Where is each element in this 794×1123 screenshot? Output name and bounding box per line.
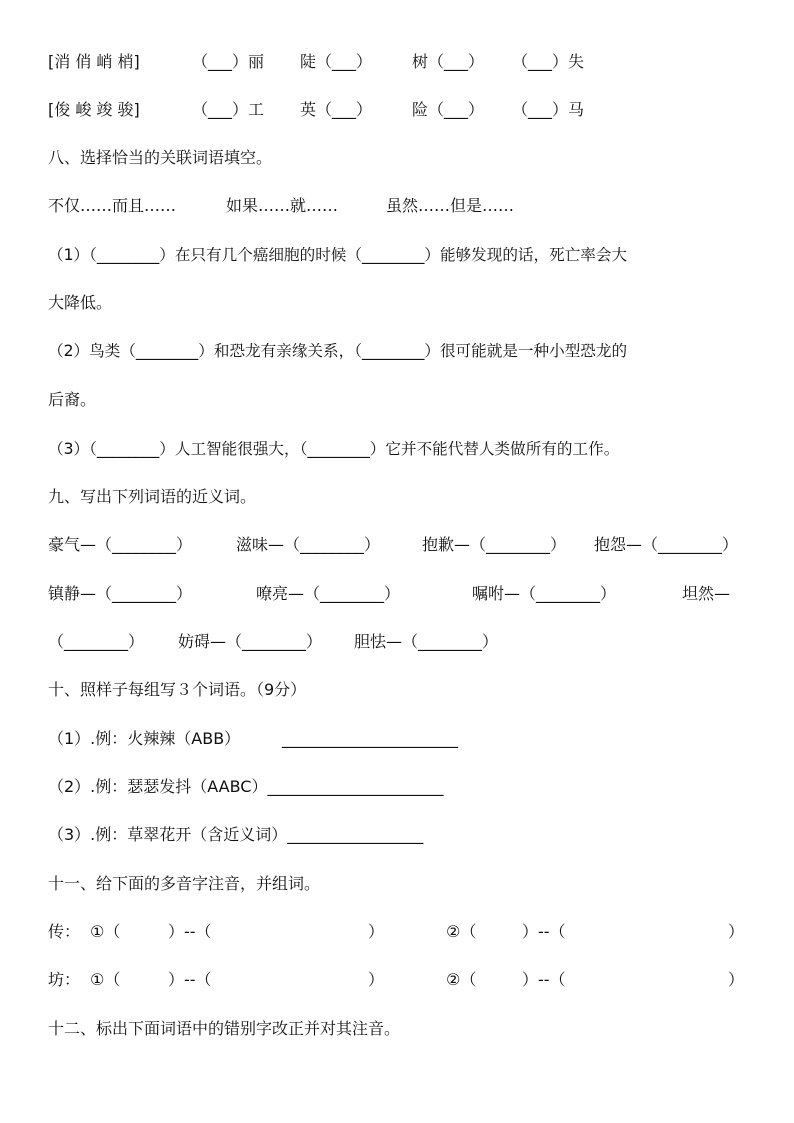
answer-blank: ______________________: [282, 729, 458, 748]
synonym-item: 豪气—（________）: [48, 535, 193, 554]
word-blank-open: ）--（: [168, 922, 212, 941]
word-blank-close: ）: [728, 970, 745, 989]
section-heading: 九、写出下列词语的近义词。: [48, 487, 257, 506]
example-text: （1）.例：火辣辣（ABB）: [48, 729, 241, 748]
section-heading: 八、选择恰当的关联词语填空。: [48, 148, 273, 167]
example-text: （2）.例：瑟瑟发抖（AABC）______________________: [48, 777, 444, 796]
polyphone-char: 坊：: [48, 970, 81, 989]
section-heading: 十一、给下面的多音字注音，并组词。: [48, 874, 321, 893]
connective-option: 不仅……而且……: [48, 196, 177, 215]
blank-item: 树（___）: [412, 52, 485, 71]
pinyin-blank: ①（: [90, 922, 121, 941]
blank-item: 陡（___）: [300, 52, 373, 71]
word-blank-open: ）--（: [522, 970, 566, 989]
synonym-item: 抱怨—（________）: [594, 535, 739, 554]
blank-item: （___）失: [512, 52, 585, 71]
question-text: 后裔。: [48, 390, 97, 409]
section-heading: 十、照样子每组写３个词语。（9分）: [48, 680, 307, 699]
synonym-item: 嘱咐—（________）: [472, 584, 617, 603]
synonym-item: 胆怯—（________）: [354, 632, 499, 651]
char-group: [消 俏 峭 梢]: [48, 52, 140, 71]
blank-item: （___）马: [512, 100, 585, 119]
question-text: （2）鸟类（________）和恐龙有亲缘关系，（________）很可能就是一种小型恐龙的: [48, 342, 628, 360]
blank-item: 险（___）: [412, 100, 485, 119]
blank-item: 英（___）: [300, 100, 373, 119]
pinyin-blank: ①（: [90, 970, 121, 989]
word-blank-open: ）--（: [168, 970, 212, 989]
pinyin-blank: ②（: [446, 922, 477, 941]
synonym-item: 妨碍—（________）: [178, 632, 323, 651]
synonym-item: （________）: [48, 632, 145, 651]
example-text: （3）.例：草翠花开（含近义词）_________________: [48, 825, 424, 844]
synonym-item: 嘹亮—（________）: [256, 584, 401, 603]
connective-option: 如果……就……: [226, 196, 339, 215]
blank-item: （___）工: [192, 100, 265, 119]
word-blank-close: ）: [368, 970, 385, 989]
char-group: [俊 峻 竣 骏]: [48, 100, 140, 119]
pinyin-blank: ②（: [446, 970, 477, 989]
word-blank-close: ）: [728, 922, 745, 941]
synonym-item: 坦然—: [682, 584, 731, 603]
section-heading: 十二、标出下面词语中的错别字改正并对其注音。: [48, 1019, 401, 1038]
synonym-item: 镇静—（________）: [48, 584, 193, 603]
question-text: （1）（________）在只有几个癌细胞的时候（________）能够发现的话，死亡率会大: [48, 246, 628, 264]
word-blank-close: ）: [368, 922, 385, 941]
connective-option: 虽然……但是……: [386, 196, 515, 215]
blank-item: （___）丽: [192, 52, 265, 71]
question-text: 大降低。: [48, 293, 113, 312]
polyphone-char: 传：: [48, 922, 81, 941]
word-blank-open: ）--（: [522, 922, 566, 941]
synonym-item: 滋味—（________）: [236, 535, 381, 554]
question-text: （3）（________）人工智能很强大，（________）它并不能代替人类做所有的工作。: [48, 440, 620, 458]
synonym-item: 抱歉—（________）: [422, 535, 567, 554]
